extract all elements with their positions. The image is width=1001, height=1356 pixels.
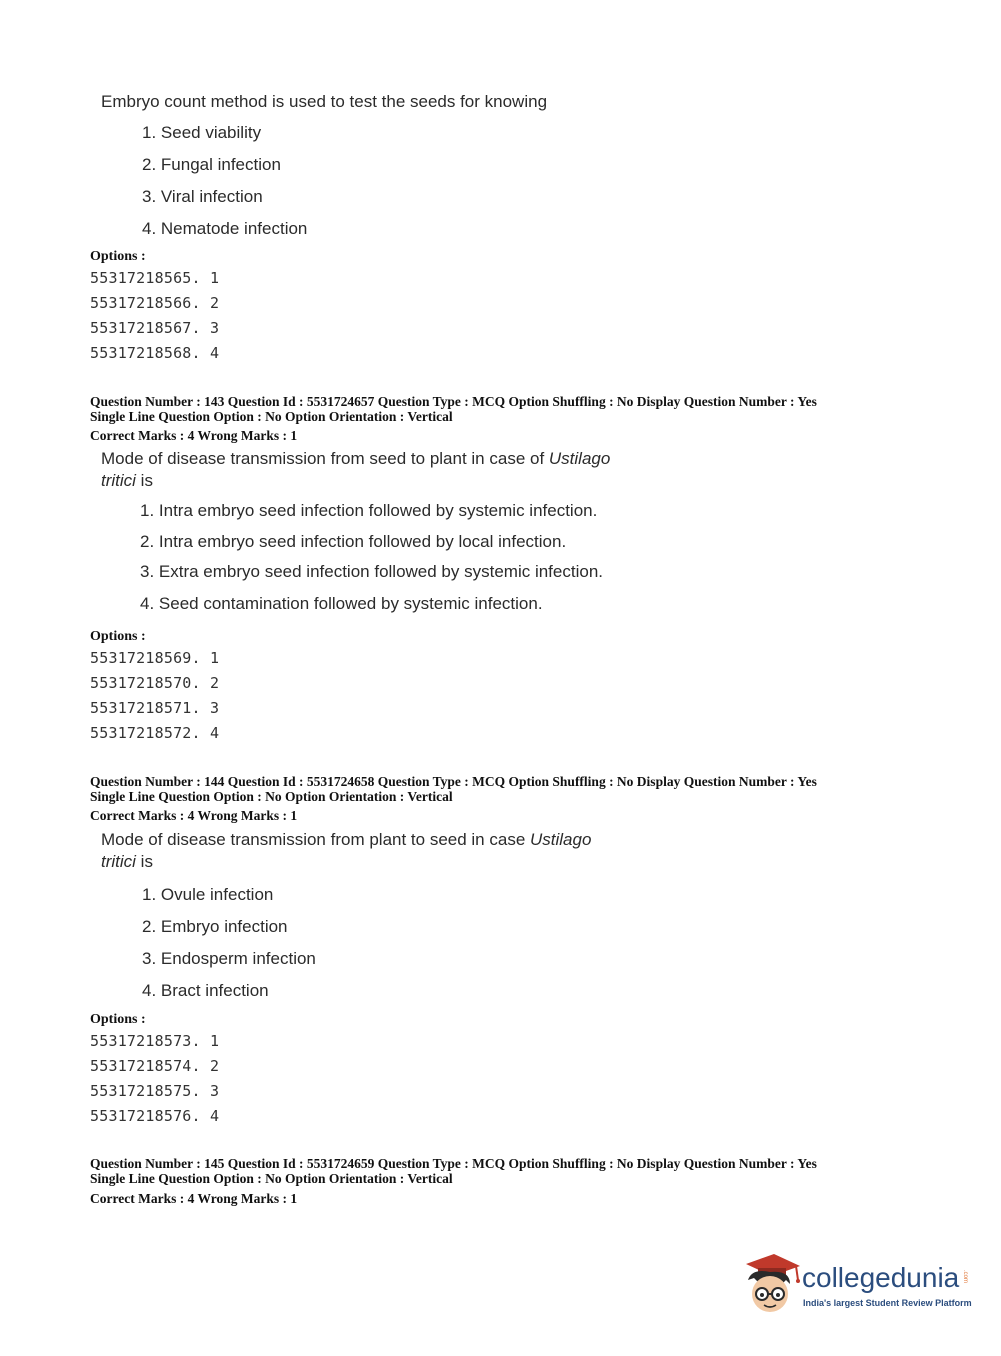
logo-tagline: India's largest Student Review Platform (803, 1298, 972, 1308)
q143-option-id-1: 55317218569. 1 (90, 649, 220, 667)
q144-choice-1: 1. Ovule infection (142, 885, 274, 904)
q143-stem-species: tritici (101, 471, 136, 490)
q142-option-id-4: 55317218568. 4 (90, 344, 220, 362)
q144-meta-line1: Question Number : 144 Question Id : 5531724658 Question Type : MCQ Option Shuffling : No Display Question Number : Yes (90, 774, 817, 789)
q142-choice-1: 1. Seed viability (142, 123, 262, 142)
q143-choice-1: 1. Intra embryo seed infection followed by systemic infection. (140, 501, 598, 520)
logo-domain-suffix: .com (962, 1270, 968, 1284)
q143-stem (101, 448, 621, 492)
logo-wordmark: collegedunia (802, 1262, 960, 1293)
q144-marks: Correct Marks : 4 Wrong Marks : 1 (90, 808, 298, 823)
q145-meta-line1: Question Number : 145 Question Id : 5531724659 Question Type : MCQ Option Shuffling : No Display Question Number : Yes (90, 1156, 817, 1171)
q142-choice-4: 4. Nematode infection (142, 219, 308, 238)
mascot-graduation-cap-icon (740, 1250, 802, 1316)
q142-choice-3: 3. Viral infection (142, 187, 263, 206)
q144-option-id-2: 55317218574. 2 (90, 1057, 220, 1075)
q143-stem-text: Mode of disease transmission from seed to plant in case of (101, 449, 549, 468)
q144-meta-line2: Single Line Question Option : No Option Orientation : Vertical (90, 789, 453, 804)
q143-stem-genus: Ustilago (548, 449, 611, 468)
q143-choice-4: 4. Seed contamination followed by systemic infection. (140, 594, 543, 613)
q144-stem-genus: Ustilago (530, 830, 592, 849)
q143-meta-line1: Question Number : 143 Question Id : 5531724657 Question Type : MCQ Option Shuffling : No Display Question Number : Yes (90, 394, 817, 409)
collegedunia-logo (740, 1248, 970, 1318)
q144-option-id-1: 55317218573. 1 (90, 1032, 220, 1050)
q143-options-label: Options : (90, 629, 146, 644)
q145-marks: Correct Marks : 4 Wrong Marks : 1 (90, 1191, 298, 1206)
q144-choice-4: 4. Bract infection (142, 981, 269, 1000)
q143-option-id-3: 55317218571. 3 (90, 699, 220, 717)
q143-choice-3: 3. Extra embryo seed infection followed by systemic infection. (140, 562, 603, 581)
q142-choice-2: 2. Fungal infection (142, 155, 281, 174)
q143-choice-2: 2. Intra embryo seed infection followed by local infection. (140, 532, 567, 551)
q143-option-id-4: 55317218572. 4 (90, 724, 220, 742)
q143-option-id-2: 55317218570. 2 (90, 674, 220, 692)
q143-meta-line2: Single Line Question Option : No Option Orientation : Vertical (90, 409, 453, 424)
q142-option-id-1: 55317218565. 1 (90, 269, 220, 287)
q142-stem: Embryo count method is used to test the seeds for knowing (101, 92, 548, 111)
q144-stem-species: tritici (101, 852, 136, 871)
q143-marks: Correct Marks : 4 Wrong Marks : 1 (90, 428, 298, 443)
q144-choice-2: 2. Embryo infection (142, 917, 288, 936)
q144-options-label: Options : (90, 1012, 146, 1027)
q144-stem-text: Mode of disease transmission from plant to seed in case (101, 830, 530, 849)
q144-option-id-3: 55317218575. 3 (90, 1082, 220, 1100)
q144-option-id-4: 55317218576. 4 (90, 1107, 220, 1125)
q145-meta-line2: Single Line Question Option : No Option Orientation : Vertical (90, 1171, 453, 1186)
q144-choice-3: 3. Endosperm infection (142, 949, 316, 968)
q142-options-label: Options : (90, 249, 146, 264)
q142-option-id-2: 55317218566. 2 (90, 294, 220, 312)
q142-option-id-3: 55317218567. 3 (90, 319, 220, 337)
q144-stem (101, 829, 641, 873)
q144-stem-end: is (135, 852, 153, 871)
q143-stem-end: is (135, 471, 153, 490)
